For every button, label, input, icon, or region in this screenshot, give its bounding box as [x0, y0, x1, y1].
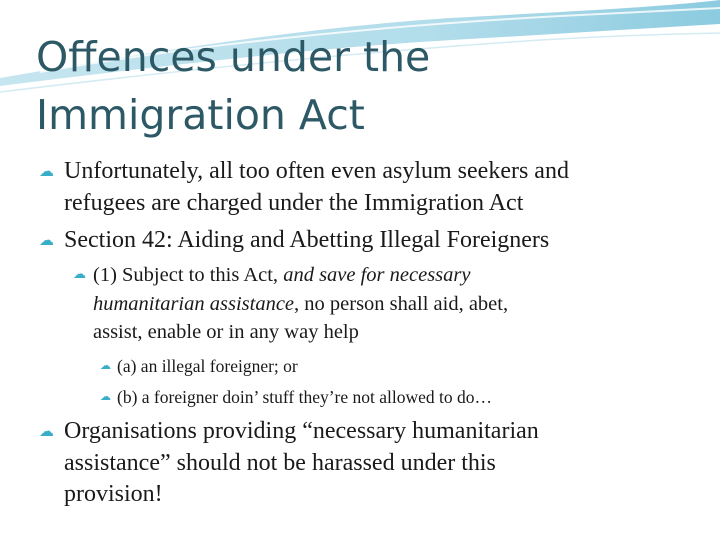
slide-title-line-1: Offences under the [36, 33, 431, 81]
bullet-1-continuation [64, 190, 523, 217]
cloud-bullet-icon: ☁ [39, 231, 54, 249]
sub-sub-bullet-a [100, 356, 298, 377]
bullet-1-text-line-2: refugees are charged under the Immigration Act [64, 190, 524, 216]
sub-bullet-1-continuation-2 [93, 321, 359, 344]
cloud-bullet-icon: ☁ [39, 422, 54, 440]
cloud-bullet-icon: ☁ [100, 390, 111, 403]
bullet-3-text-line-1: Organisations providing “necessary humanitarian [64, 418, 539, 444]
bullet-3-text-line-2: assistance” should not be harassed under this [64, 450, 496, 476]
bullet-3 [39, 418, 539, 445]
cloud-bullet-icon: ☁ [39, 162, 54, 180]
cloud-bullet-icon: ☁ [73, 267, 86, 282]
bullet-2 [39, 227, 550, 254]
bullet-1 [39, 158, 569, 185]
sub-bullet-1 [73, 264, 471, 287]
bullet-2-text: Section 42: Aiding and Abetting Illegal Foreigners [64, 227, 550, 253]
sub-bullet-1-line-3: assist, enable or in any way help [93, 321, 359, 343]
bullet-3-continuation-2 [64, 481, 163, 508]
sub-bullet-1-text-pre: (1) Subject to this Act, [93, 264, 284, 286]
cloud-bullet-icon: ☁ [100, 359, 111, 372]
bullet-3-continuation-1 [64, 450, 496, 477]
sub-bullet-1-line-2-italic: humanitarian assistance [93, 293, 295, 315]
sub-bullet-1-line-2-post: , no person shall aid, abet, [294, 293, 509, 315]
sub-sub-bullet-b [100, 387, 493, 408]
sub-bullet-1-continuation-1 [93, 293, 508, 316]
sub-sub-bullet-b-text: (b) a foreigner doin’ stuff they’re not allowed to do… [117, 387, 493, 407]
bullet-3-text-line-3: provision! [64, 481, 163, 507]
sub-sub-bullet-a-text: (a) an illegal foreigner; or [117, 356, 298, 376]
bullet-1-text-line-1: Unfortunately, all too often even asylum seekers and [64, 158, 569, 184]
sub-bullet-1-text-italic: and save for necessary [283, 264, 471, 286]
slide-title-line-2: Immigration Act [36, 91, 365, 139]
